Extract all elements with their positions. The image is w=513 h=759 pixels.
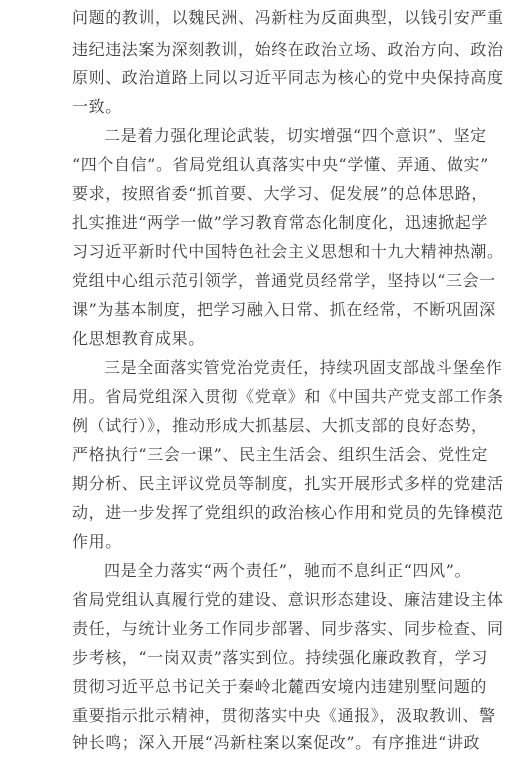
text-line: 步考核，“一岗双责”落实到位。持续强化廉政教育，学习 — [72, 648, 488, 667]
text-line: 问题的教训，以魏民洲、冯新柱为反面典型，以钱引安严重 — [72, 8, 504, 27]
text-line: 原则、政治道路上同以习近平同志为核心的党中央保持高度 — [72, 68, 504, 87]
text-line: 钟长鸣；深入开展“冯新柱案以案促改”。有序推进“讲政 — [72, 733, 481, 752]
text-line: 一致。 — [72, 97, 122, 116]
text-line: “四个自信”。省局党组认真落实中央“学懂、弄通、做实” — [72, 155, 489, 174]
text-line: 化思想教育成果。 — [72, 329, 205, 348]
text-line: 党组中心组示范引领学，普通党员经常学，坚持以“三会一 — [72, 271, 496, 290]
paragraph-first-line: 四是全力落实“两个责任”，驰而不息纠正“四风”。 — [104, 561, 472, 580]
text-line: 要求，按照省委“抓首要、大学习、促发展”的总体思路， — [72, 184, 488, 203]
text-line: 贯彻习近平总书记关于秦岭北麓西安境内违建别墅问题的 — [72, 677, 488, 696]
text-line: 课”为基本制度，把学习融入日常、抓在经常，不断巩固深 — [72, 300, 496, 319]
text-line: 例（试行）》，推动形成大抓基层、大抓支部的良好态势， — [72, 416, 488, 435]
text-line: 习习近平新时代中国特色社会主义思想和十九大精神热潮。 — [72, 242, 504, 261]
text-line: 扎实推进“两学一做”学习教育常态化制度化，迅速掀起学 — [72, 213, 488, 232]
text-line: 严格执行“三会一课”、民主生活会、组织生活会、党性定 — [72, 445, 488, 464]
paragraph-first-line: 三是全面落实管党治党责任，持续巩固支部战斗堡垒作 — [104, 358, 503, 377]
paragraph-first-line: 二是着力强化理论武装，切实增强“四个意识”、坚定 — [104, 126, 487, 145]
text-line: 责任，与统计业务工作同步部署、同步落实、同步检查、同 — [72, 619, 504, 638]
text-line: 违纪违法案为深刻教训，始终在政治立场、政治方向、政治 — [72, 40, 504, 59]
text-line: 重要指示批示精神，贯彻落实中央《通报》，汲取教训、警 — [72, 706, 496, 725]
text-line: 动，进一步发挥了党组织的政治核心作用和党员的先锋模范 — [72, 503, 504, 522]
text-line: 期分析、民主评议党员等制度，扎实开展形式多样的党建活 — [72, 474, 504, 493]
text-line: 作用。 — [72, 532, 122, 551]
text-line: 用。省局党组深入贯彻《党章》和《中国共产党支部工作条 — [72, 387, 504, 406]
text-line: 省局党组认真履行党的建设、意识形态建设、廉洁建设主体 — [72, 590, 504, 609]
